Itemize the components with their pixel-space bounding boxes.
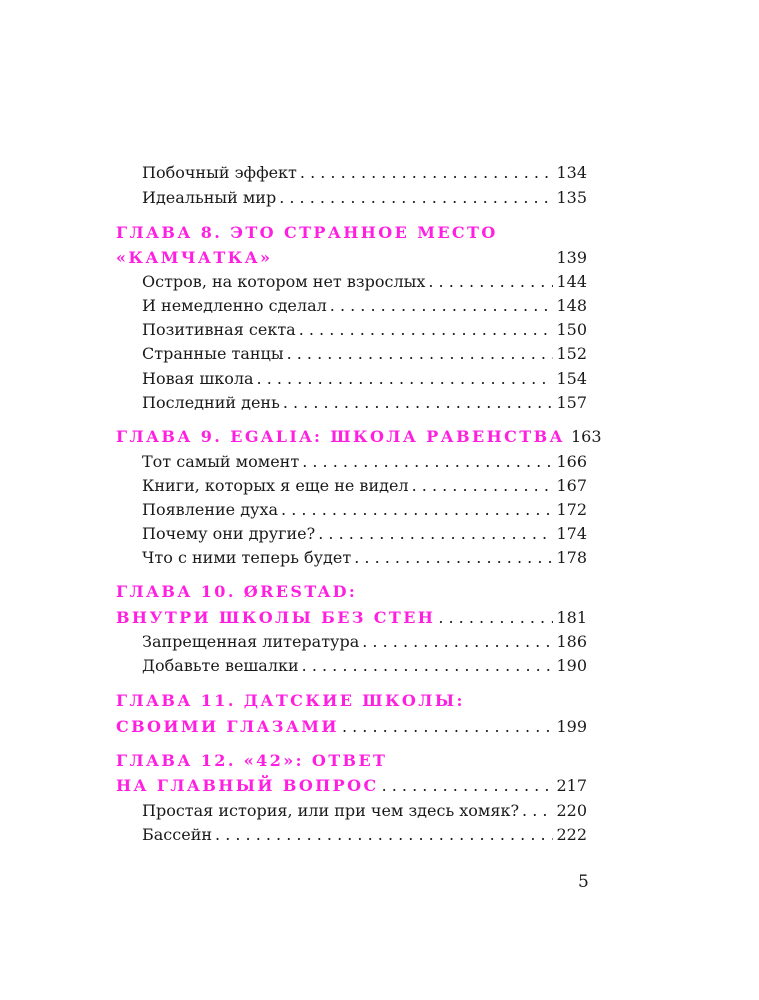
toc-entry[interactable] xyxy=(142,498,587,522)
page-folio: 5 xyxy=(578,872,589,892)
page-number: 144 xyxy=(556,272,587,291)
entry-title: Почему они другие? xyxy=(142,524,316,543)
page-number: 157 xyxy=(556,393,587,412)
dot-leader xyxy=(302,654,554,678)
entry-title: Побочный эффект xyxy=(142,163,297,182)
page-number: 186 xyxy=(556,632,587,651)
toc-entry[interactable] xyxy=(142,342,587,366)
page-number: 172 xyxy=(556,500,587,519)
toc-entry[interactable] xyxy=(142,318,587,342)
entry-title: Что с ними теперь будет xyxy=(142,548,352,567)
chapter-title: НА ГЛАВНЫЙ ВОПРОС xyxy=(116,776,379,795)
dot-leader xyxy=(412,474,554,498)
page-number: 135 xyxy=(556,188,587,207)
entry-title: Запрещенная литература xyxy=(142,632,360,651)
toc-chapter-entry[interactable] xyxy=(116,773,587,799)
page-number: 154 xyxy=(556,369,587,388)
chapter-title: «КАМЧАТКА» xyxy=(116,248,273,267)
toc-entry[interactable] xyxy=(142,654,587,678)
chapter-heading-line xyxy=(116,220,587,246)
chapter-title: ГЛАВА 9. EGALIA: ШКОЛА РАВЕНСТВА xyxy=(116,427,565,446)
page-number: 167 xyxy=(556,476,587,495)
chapter-title: ГЛАВА 11. ДАТСКИЕ ШКОЛЫ: xyxy=(116,691,465,710)
toc-entry[interactable] xyxy=(142,546,587,570)
dot-leader xyxy=(342,714,554,740)
chapter-title: ГЛАВА 8. ЭТО СТРАННОЕ МЕСТО xyxy=(116,223,498,242)
dot-leader xyxy=(300,161,554,185)
chapter-title: ВНУТРИ ШКОЛЫ БЕЗ СТЕН xyxy=(116,608,436,627)
toc-chapter-entry[interactable] xyxy=(116,245,587,271)
page-number: 178 xyxy=(556,548,587,567)
toc-entry[interactable] xyxy=(142,450,587,474)
entry-title: Бассейн xyxy=(142,825,213,844)
entry-title: Идеальный мир xyxy=(142,188,277,207)
chapter-title: ГЛАВА 10. ØRESTAD: xyxy=(116,582,358,601)
dot-leader xyxy=(257,367,554,391)
toc-entry[interactable] xyxy=(142,522,587,546)
toc-entry[interactable] xyxy=(142,474,587,498)
entry-title: Новая школа xyxy=(142,369,254,388)
toc-chapter-entry[interactable] xyxy=(116,714,587,740)
chapter-heading-line xyxy=(116,579,587,605)
page-number: 166 xyxy=(556,452,587,471)
entry-title: Появление духа xyxy=(142,500,279,519)
page-number: 174 xyxy=(556,524,587,543)
toc-entry[interactable] xyxy=(142,186,587,210)
dot-leader xyxy=(318,522,553,546)
chapter-heading-line xyxy=(116,748,587,774)
dot-leader xyxy=(522,799,553,823)
entry-title: Странные танцы xyxy=(142,344,284,363)
entry-title: Позитивная секта xyxy=(142,320,296,339)
dot-leader xyxy=(438,605,553,631)
toc-entry[interactable] xyxy=(142,630,587,654)
toc-chapter-entry[interactable] xyxy=(116,605,587,631)
page-number: 150 xyxy=(556,320,587,339)
page-number: 163 xyxy=(570,427,602,446)
dot-leader xyxy=(281,498,553,522)
page-number: 190 xyxy=(556,656,587,675)
dot-leader xyxy=(279,186,553,210)
page-number: 217 xyxy=(556,776,587,795)
page-number: 220 xyxy=(556,801,587,820)
dot-leader xyxy=(283,391,554,415)
entry-title: Тот самый момент xyxy=(142,452,300,471)
page-number: 181 xyxy=(556,608,587,627)
toc-entry[interactable] xyxy=(142,161,587,185)
dot-leader xyxy=(287,342,554,366)
dot-leader xyxy=(330,294,554,318)
toc-entry[interactable] xyxy=(142,823,587,847)
dot-leader xyxy=(299,318,554,342)
chapter-title: ГЛАВА 12. «42»: ОТВЕТ xyxy=(116,751,388,770)
entry-title: Книги, которых я еще не видел xyxy=(142,476,409,495)
toc-entry[interactable] xyxy=(142,270,587,294)
page-number: 152 xyxy=(556,344,587,363)
toc-entry[interactable] xyxy=(142,799,587,823)
toc-entry[interactable] xyxy=(142,391,587,415)
page-number: 148 xyxy=(556,296,587,315)
toc-entry[interactable] xyxy=(142,367,587,391)
entry-title: Остров, на котором нет взрослых xyxy=(142,272,426,291)
entry-title: Добавьте вешалки xyxy=(142,656,299,675)
chapter-title: СВОИМИ ГЛАЗАМИ xyxy=(116,717,339,736)
chapter-heading-line xyxy=(116,688,587,714)
dot-leader xyxy=(382,773,554,799)
page-number: 139 xyxy=(556,248,587,267)
page-number: 134 xyxy=(556,163,587,182)
page-number: 222 xyxy=(556,825,587,844)
dot-leader xyxy=(362,630,553,654)
entry-title: Простая история, или при чем здесь хомяк? xyxy=(142,801,520,820)
toc-chapter-entry[interactable] xyxy=(116,424,602,450)
dot-leader xyxy=(215,823,553,847)
page-number: 199 xyxy=(556,717,587,736)
dot-leader xyxy=(302,450,553,474)
toc-entry[interactable] xyxy=(142,294,587,318)
entry-title: И немедленно сделал xyxy=(142,296,327,315)
dot-leader xyxy=(428,270,553,294)
entry-title: Последний день xyxy=(142,393,280,412)
dot-leader xyxy=(354,546,553,570)
